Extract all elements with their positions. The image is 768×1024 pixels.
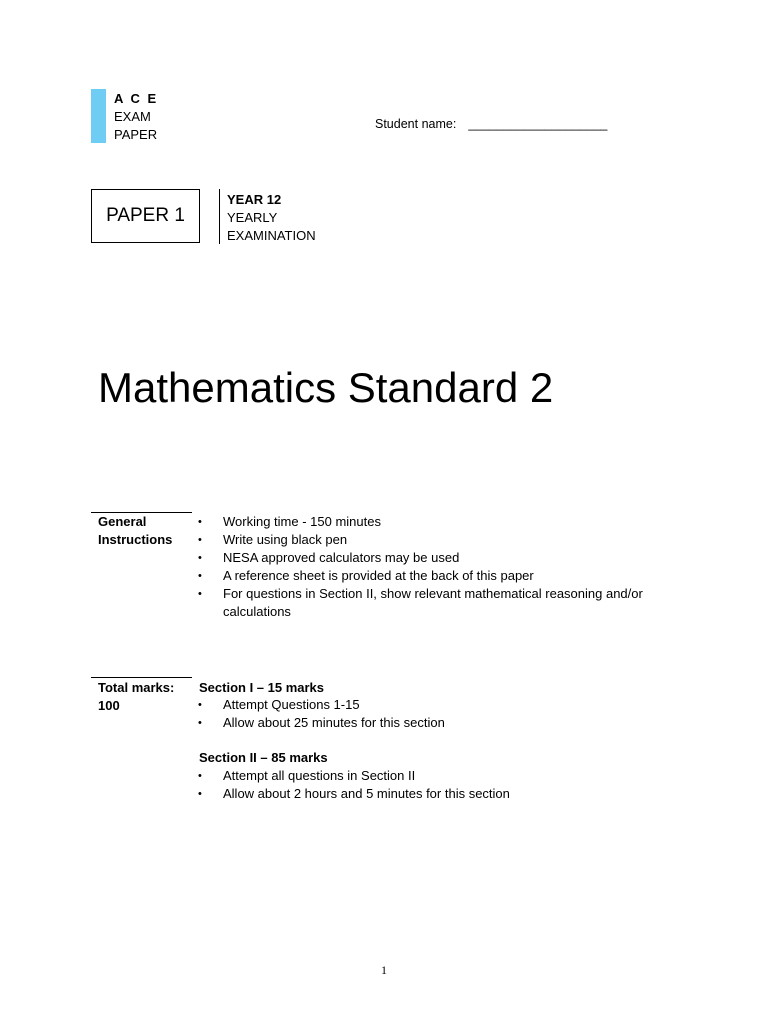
list-item: • NESA approved calculators may be used [198,549,658,567]
paper-number-label: PAPER 1 [106,205,185,226]
list-item: • Write using black pen [198,531,658,549]
section-1-heading: Section I – 15 marks [199,680,325,695]
page-number: 1 [381,963,387,977]
brand-accent-bar [91,89,106,143]
section-2-list [198,767,658,803]
student-name-field [375,117,607,131]
brand-line-3: PAPER [114,127,158,142]
total-marks-label-line-1: Total marks: [98,680,175,695]
section-2-heading: Section II – 85 marks [199,750,328,765]
list-item: • Working time - 150 minutes [198,513,658,531]
brand-line-2: EXAM [114,109,151,124]
section-1-list [198,696,658,732]
total-marks-value: 100 [98,697,120,713]
general-label-line-2: Instructions [98,531,173,547]
student-name-blank: ____________________ [468,117,608,131]
paper-number-box [91,189,200,243]
general-label-line-1: General [98,514,147,529]
general-instructions-list [198,513,658,621]
total-marks-label [98,679,174,714]
exam-type-line-1: YEARLY [227,210,278,225]
list-item: • For questions in Section II, show relevant mathematical reasoning and/or calculations [198,585,658,621]
list-item: • Allow about 25 minutes for this section [198,714,658,732]
page-title: Mathematics Standard 2 [98,364,554,411]
list-item: • Attempt Questions 1-15 [198,696,658,714]
exam-type [227,191,316,245]
list-item: • Attempt all questions in Section II [198,767,658,785]
exam-type-line-2: EXAMINATION [227,228,316,243]
general-instructions-label [98,513,172,548]
total-marks-rule [91,677,192,678]
brand-line-1: A C E [114,91,159,106]
list-item: • Allow about 2 hours and 5 minutes for this section [198,785,658,803]
year-divider [219,189,220,244]
brand-logo-text [114,90,158,144]
year-label: YEAR 12 [227,192,282,207]
student-name-label: Student name: [375,117,457,131]
list-item: • A reference sheet is provided at the back of this paper [198,567,658,585]
